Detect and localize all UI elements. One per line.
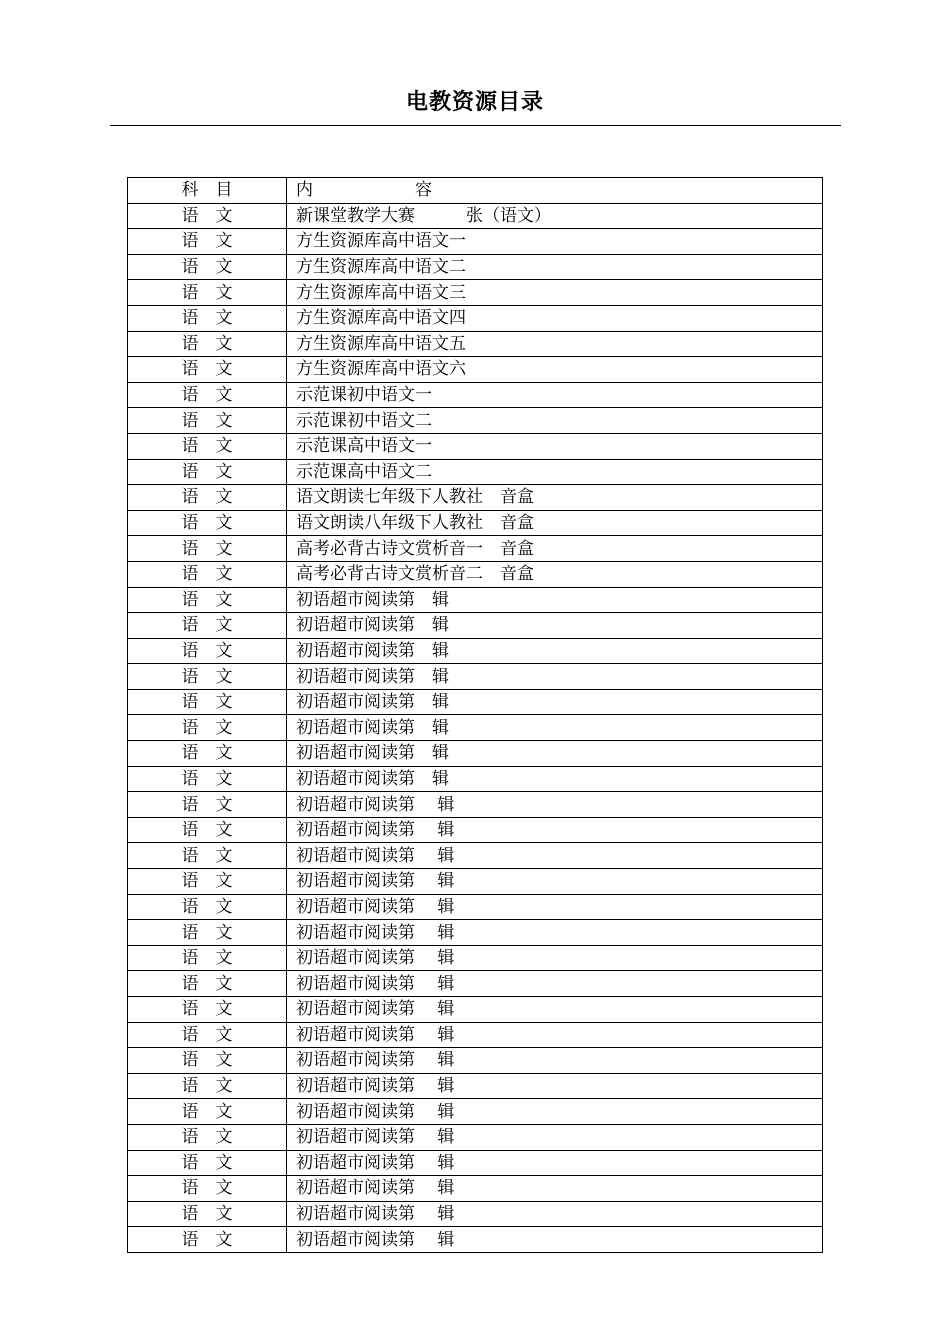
- table-row: [128, 869, 823, 895]
- content-cell: 初语超市阅读第 辑: [287, 715, 823, 741]
- table-row: [128, 741, 823, 767]
- table-row: [128, 331, 823, 357]
- title-rule: [110, 125, 841, 126]
- table-row: [128, 1227, 823, 1253]
- subject-cell: 语 文: [128, 1150, 287, 1176]
- table-row: [128, 1048, 823, 1074]
- subject-cell: 语 文: [128, 408, 287, 434]
- content-cell: 示范课初中语文二: [287, 408, 823, 434]
- table-row: [128, 715, 823, 741]
- subject-cell: 语 文: [128, 1048, 287, 1074]
- content-cell: 初语超市阅读第 辑: [287, 843, 823, 869]
- subject-cell: 语 文: [128, 638, 287, 664]
- table-row: [128, 920, 823, 946]
- subject-cell: 语 文: [128, 1022, 287, 1048]
- table-row: [128, 536, 823, 562]
- content-cell: 初语超市阅读第 辑: [287, 792, 823, 818]
- content-cell: 语文朗读七年级下人教社 音盒: [287, 485, 823, 511]
- content-cell: 初语超市阅读第 辑: [287, 1022, 823, 1048]
- table-row: [128, 357, 823, 383]
- subject-cell: 语 文: [128, 971, 287, 997]
- content-cell: 方生资源库高中语文四: [287, 305, 823, 331]
- content-cell: 语文朗读八年级下人教社 音盒: [287, 510, 823, 536]
- content-cell: 初语超市阅读第 辑: [287, 1124, 823, 1150]
- page-title: 电教资源目录: [405, 90, 544, 115]
- table-row: [128, 971, 823, 997]
- content-cell: 初语超市阅读第 辑: [287, 638, 823, 664]
- subject-cell: 语 文: [128, 433, 287, 459]
- content-cell: 方生资源库高中语文六: [287, 357, 823, 383]
- table-row: [128, 229, 823, 255]
- subject-cell: 语 文: [128, 382, 287, 408]
- content-cell: 初语超市阅读第 辑: [287, 1048, 823, 1074]
- content-cell: 初语超市阅读第 辑: [287, 587, 823, 613]
- subject-cell: 语 文: [128, 997, 287, 1023]
- table-row: [128, 1124, 823, 1150]
- subject-cell: 语 文: [128, 715, 287, 741]
- resource-table: [127, 177, 823, 1253]
- content-cell: 新课堂教学大赛 张（语文）: [287, 203, 823, 229]
- content-cell: 初语超市阅读第 辑: [287, 1176, 823, 1202]
- table-row: [128, 203, 823, 229]
- content-cell: 初语超市阅读第 辑: [287, 971, 823, 997]
- subject-cell: 语 文: [128, 894, 287, 920]
- table-row: [128, 766, 823, 792]
- table-row: [128, 638, 823, 664]
- subject-cell: 语 文: [128, 254, 287, 280]
- table-row: [128, 997, 823, 1023]
- subject-cell: 语 文: [128, 869, 287, 895]
- table-row: [128, 561, 823, 587]
- subject-cell: 语 文: [128, 1124, 287, 1150]
- content-cell: 高考必背古诗文赏析音二 音盒: [287, 561, 823, 587]
- subject-cell: 语 文: [128, 459, 287, 485]
- table-row: [128, 792, 823, 818]
- content-cell: 初语超市阅读第 辑: [287, 689, 823, 715]
- subject-cell: 语 文: [128, 485, 287, 511]
- content-cell: 初语超市阅读第 辑: [287, 997, 823, 1023]
- subject-cell: 语 文: [128, 945, 287, 971]
- table-row: [128, 382, 823, 408]
- subject-cell: 语 文: [128, 792, 287, 818]
- table-row: [128, 408, 823, 434]
- content-cell: 初语超市阅读第 辑: [287, 1227, 823, 1253]
- content-cell: 初语超市阅读第 辑: [287, 1150, 823, 1176]
- content-cell: 初语超市阅读第 辑: [287, 741, 823, 767]
- table-row: [128, 280, 823, 306]
- table-row: [128, 1150, 823, 1176]
- content-cell: 示范课高中语文二: [287, 459, 823, 485]
- table-row: [128, 664, 823, 690]
- subject-cell: 语 文: [128, 305, 287, 331]
- subject-cell: 语 文: [128, 203, 287, 229]
- subject-cell: 语 文: [128, 1073, 287, 1099]
- subject-cell: 语 文: [128, 510, 287, 536]
- content-cell: 方生资源库高中语文二: [287, 254, 823, 280]
- table-row: [128, 843, 823, 869]
- subject-cell: 语 文: [128, 1201, 287, 1227]
- subject-cell: 语 文: [128, 331, 287, 357]
- content-cell: 方生资源库高中语文一: [287, 229, 823, 255]
- table-row: [128, 1099, 823, 1125]
- content-cell: 示范课初中语文一: [287, 382, 823, 408]
- subject-cell: 语 文: [128, 1227, 287, 1253]
- table-row: [128, 1073, 823, 1099]
- table-row: [128, 485, 823, 511]
- header-content: 内 容: [287, 178, 823, 204]
- table-row: [128, 613, 823, 639]
- subject-cell: 语 文: [128, 1099, 287, 1125]
- table-row: [128, 689, 823, 715]
- content-cell: 方生资源库高中语文五: [287, 331, 823, 357]
- table-row: [128, 894, 823, 920]
- subject-cell: 语 文: [128, 920, 287, 946]
- content-cell: 初语超市阅读第 辑: [287, 945, 823, 971]
- content-cell: 初语超市阅读第 辑: [287, 1099, 823, 1125]
- table-header-row: [128, 178, 823, 204]
- subject-cell: 语 文: [128, 843, 287, 869]
- table-row: [128, 587, 823, 613]
- content-cell: 初语超市阅读第 辑: [287, 1201, 823, 1227]
- content-cell: 示范课高中语文一: [287, 433, 823, 459]
- subject-cell: 语 文: [128, 229, 287, 255]
- subject-cell: 语 文: [128, 357, 287, 383]
- content-cell: 方生资源库高中语文三: [287, 280, 823, 306]
- subject-cell: 语 文: [128, 741, 287, 767]
- subject-cell: 语 文: [128, 766, 287, 792]
- subject-cell: 语 文: [128, 561, 287, 587]
- content-cell: 初语超市阅读第 辑: [287, 869, 823, 895]
- content-cell: 初语超市阅读第 辑: [287, 817, 823, 843]
- table-row: [128, 459, 823, 485]
- subject-cell: 语 文: [128, 689, 287, 715]
- subject-cell: 语 文: [128, 1176, 287, 1202]
- subject-cell: 语 文: [128, 536, 287, 562]
- content-cell: 高考必背古诗文赏析音一 音盒: [287, 536, 823, 562]
- table-row: [128, 254, 823, 280]
- subject-cell: 语 文: [128, 664, 287, 690]
- header-subject: 科 目: [128, 178, 287, 204]
- content-cell: 初语超市阅读第 辑: [287, 1073, 823, 1099]
- table-row: [128, 433, 823, 459]
- content-cell: 初语超市阅读第 辑: [287, 766, 823, 792]
- table-row: [128, 817, 823, 843]
- table-row: [128, 1176, 823, 1202]
- content-cell: 初语超市阅读第 辑: [287, 613, 823, 639]
- subject-cell: 语 文: [128, 280, 287, 306]
- table-row: [128, 1201, 823, 1227]
- content-cell: 初语超市阅读第 辑: [287, 894, 823, 920]
- subject-cell: 语 文: [128, 817, 287, 843]
- content-cell: 初语超市阅读第 辑: [287, 920, 823, 946]
- table-row: [128, 510, 823, 536]
- table-row: [128, 1022, 823, 1048]
- subject-cell: 语 文: [128, 587, 287, 613]
- subject-cell: 语 文: [128, 613, 287, 639]
- content-cell: 初语超市阅读第 辑: [287, 664, 823, 690]
- table-row: [128, 305, 823, 331]
- table-row: [128, 945, 823, 971]
